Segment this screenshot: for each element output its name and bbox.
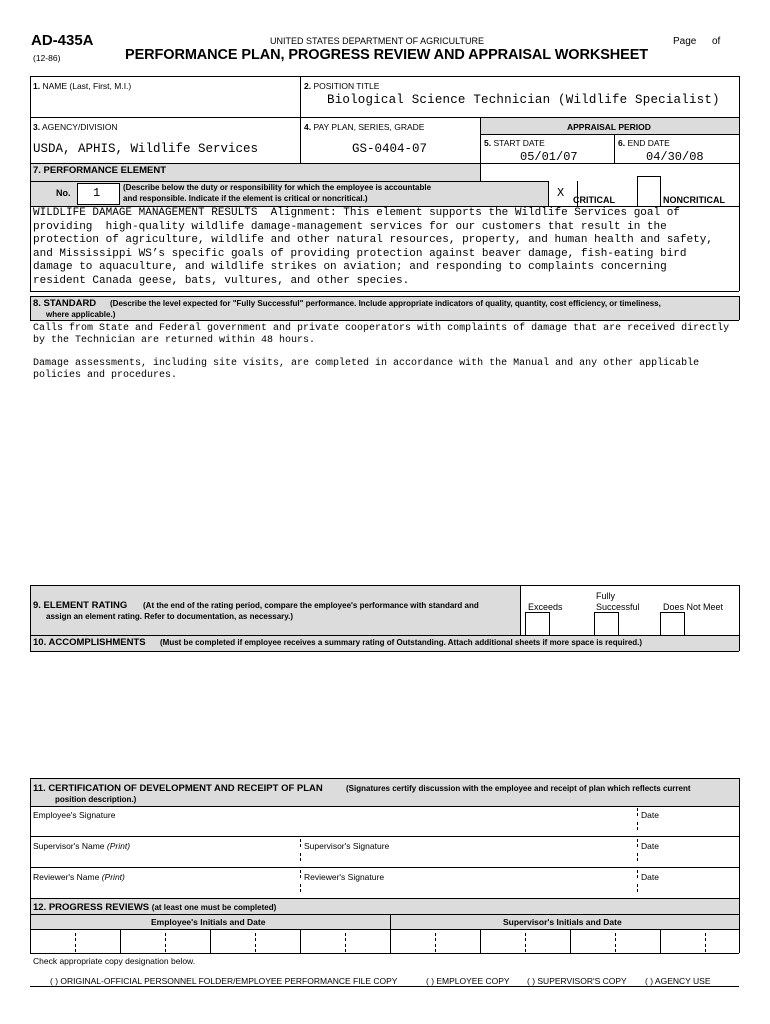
copy-option-agency[interactable]: ( ) AGENCY USE [645,976,711,986]
reviewer-name-label: Reviewer's Name (Print) [33,872,125,882]
name-label: 1. NAME (Last, First, M.I.) [33,81,132,91]
element-number-label: No. [56,188,71,198]
reviewer-signature-label: Reviewer's Signature [304,872,385,882]
page-label: Page [673,36,697,47]
exceeds-checkbox[interactable] [525,612,550,637]
fully-successful-checkbox[interactable] [594,612,619,637]
copy-option-supervisor[interactable]: ( ) SUPERVISOR'S COPY [527,976,627,986]
standard-label: 8. STANDARD [33,298,97,309]
element-rating-desc1: (At the end of the rating period, compare the employee's performance with standard and [143,601,479,610]
performance-element-text-line: protection of agriculture, wildlife and other natural resources, property, and human health and safety, [33,234,713,246]
noncritical-label: NONCRITICAL [663,195,725,205]
copy-option-original[interactable]: ( ) ORIGINAL-OFFICIAL PERSONNEL FOLDER/EMPLOYEE PERFORMANCE FILE COPY [50,976,398,986]
standard-text-line: Calls from State and Federal government and private cooperators with complaints of damage that are received directly [33,323,730,334]
standard-desc-line1: (Describe the level expected for "Fully Successful" performance. Include appropriate indicators of quality, quantity, cost efficiency, or timeliness, [110,299,661,308]
standard-desc-line2: where applicable.) [46,310,116,319]
certification-desc1: (Signatures certify discussion with the employee and receipt of plan which reflects current [346,784,691,793]
performance-element-text-line: providing high-quality wildlife damage-management services for our customers that result in the [33,220,667,233]
element-desc-line2: and responsible. Indicate if the element is critical or noncritical.) [123,194,368,203]
position-title-label: 2. POSITION TITLE [304,81,380,91]
date-label-1: Date [641,810,659,820]
supervisor-initials-header: Supervisor's Initials and Date [503,917,622,927]
fully-successful-line2: Successful [596,602,640,612]
date-label-2: Date [641,841,659,851]
end-date-label: 6. END DATE [618,138,670,148]
standard-text-line: Damage assessments, including site visits, are completed in accordance with the Manual and any other applicable [33,358,700,370]
performance-element-text[interactable] [33,207,713,288]
does-not-meet-checkbox[interactable] [660,612,685,637]
supervisor-name-label: Supervisor's Name (Print) [33,841,131,851]
performance-element-text-line: WILDLIFE DAMAGE MANAGEMENT RESULTS Alignment: This element supports the Wildlife Services goal of [33,207,680,219]
accomplishments-label: 10. ACCOMPLISHMENTS [33,637,146,648]
agency-label: 3. AGENCY/DIVISION [33,122,118,132]
certification-label: 11. CERTIFICATION OF DEVELOPMENT AND RECEIPT OF PLAN [33,783,323,794]
position-title-field[interactable]: Biological Science Technician (Wildlife Specialist) [327,93,720,107]
agency-field[interactable]: USDA, APHIS, Wildlife Services [33,142,259,156]
standard-text[interactable] [33,323,729,382]
date-label-3: Date [641,872,659,882]
form-number: AD-435A [31,32,94,49]
element-rating-desc2: assign an element rating. Refer to documentation, as necessary.) [46,612,294,621]
element-number-value: 1 [93,186,101,200]
form-date: (12-86) [33,53,61,63]
agency-heading: UNITED STATES DEPARTMENT OF AGRICULTURE [270,36,485,46]
element-desc-line1: (Describe below the duty or responsibility for which the employee is accountable [123,183,432,192]
standard-text-line: by the Technician are returned within 48 hours. [33,334,316,346]
accomplishments-field[interactable] [31,652,739,776]
exceeds-label: Exceeds [528,602,563,612]
copy-option-employee[interactable]: ( ) EMPLOYEE COPY [426,976,510,986]
end-date-field[interactable]: 04/30/08 [646,150,704,164]
progress-reviews-label: 12. PROGRESS REVIEWS (at least one must be completed) [33,902,277,913]
supervisor-signature-label: Supervisor's Signature [304,841,390,851]
does-not-meet-label: Does Not Meet [663,602,724,612]
form-title: PERFORMANCE PLAN, PROGRESS REVIEW AND APPRAISAL WORKSHEET [125,47,649,63]
accomplishments-desc: (Must be completed if employee receives a summary rating of Outstanding. Attach additional sheets if more space is required.) [160,638,643,647]
performance-element-text-line: and Mississippi WS’s specific goals of providing protection against beaver damage, fish-eating bird [33,247,687,260]
performance-element-text-line: damage to aquaculture, and wildlife strikes on aviation; and responding to complaints concerning [33,261,667,273]
performance-element-text-line: resident Canada geese, bats, vultures, and other species. [33,274,410,287]
certification-desc2: position description.) [55,795,137,804]
pay-plan-label: 4. PAY PLAN, SERIES, GRADE [304,122,425,132]
performance-element-label: 7. PERFORMANCE ELEMENT [33,165,167,176]
appraisal-period-header: APPRAISAL PERIOD [567,122,651,132]
critical-label: CRITICAL [573,195,615,205]
employee-signature-label: Employee's Signature [33,810,116,820]
standard-text-line [33,346,729,358]
name-field[interactable] [36,92,296,114]
standard-text-line: policies and procedures. [33,369,178,381]
element-rating-label: 9. ELEMENT RATING [33,600,128,611]
fully-successful-line1: Fully [596,591,616,601]
critical-checkbox[interactable]: X [557,186,565,200]
start-date-label: 5. START DATE [484,138,545,148]
employee-signature-field[interactable] [31,820,635,834]
employee-initials-header: Employee's Initials and Date [151,917,266,927]
start-date-field[interactable]: 05/01/07 [520,150,578,164]
of-label: of [712,36,721,47]
pay-plan-field[interactable]: GS-0404-07 [352,142,428,156]
copy-designation-instruction: Check appropriate copy designation below. [33,956,196,966]
